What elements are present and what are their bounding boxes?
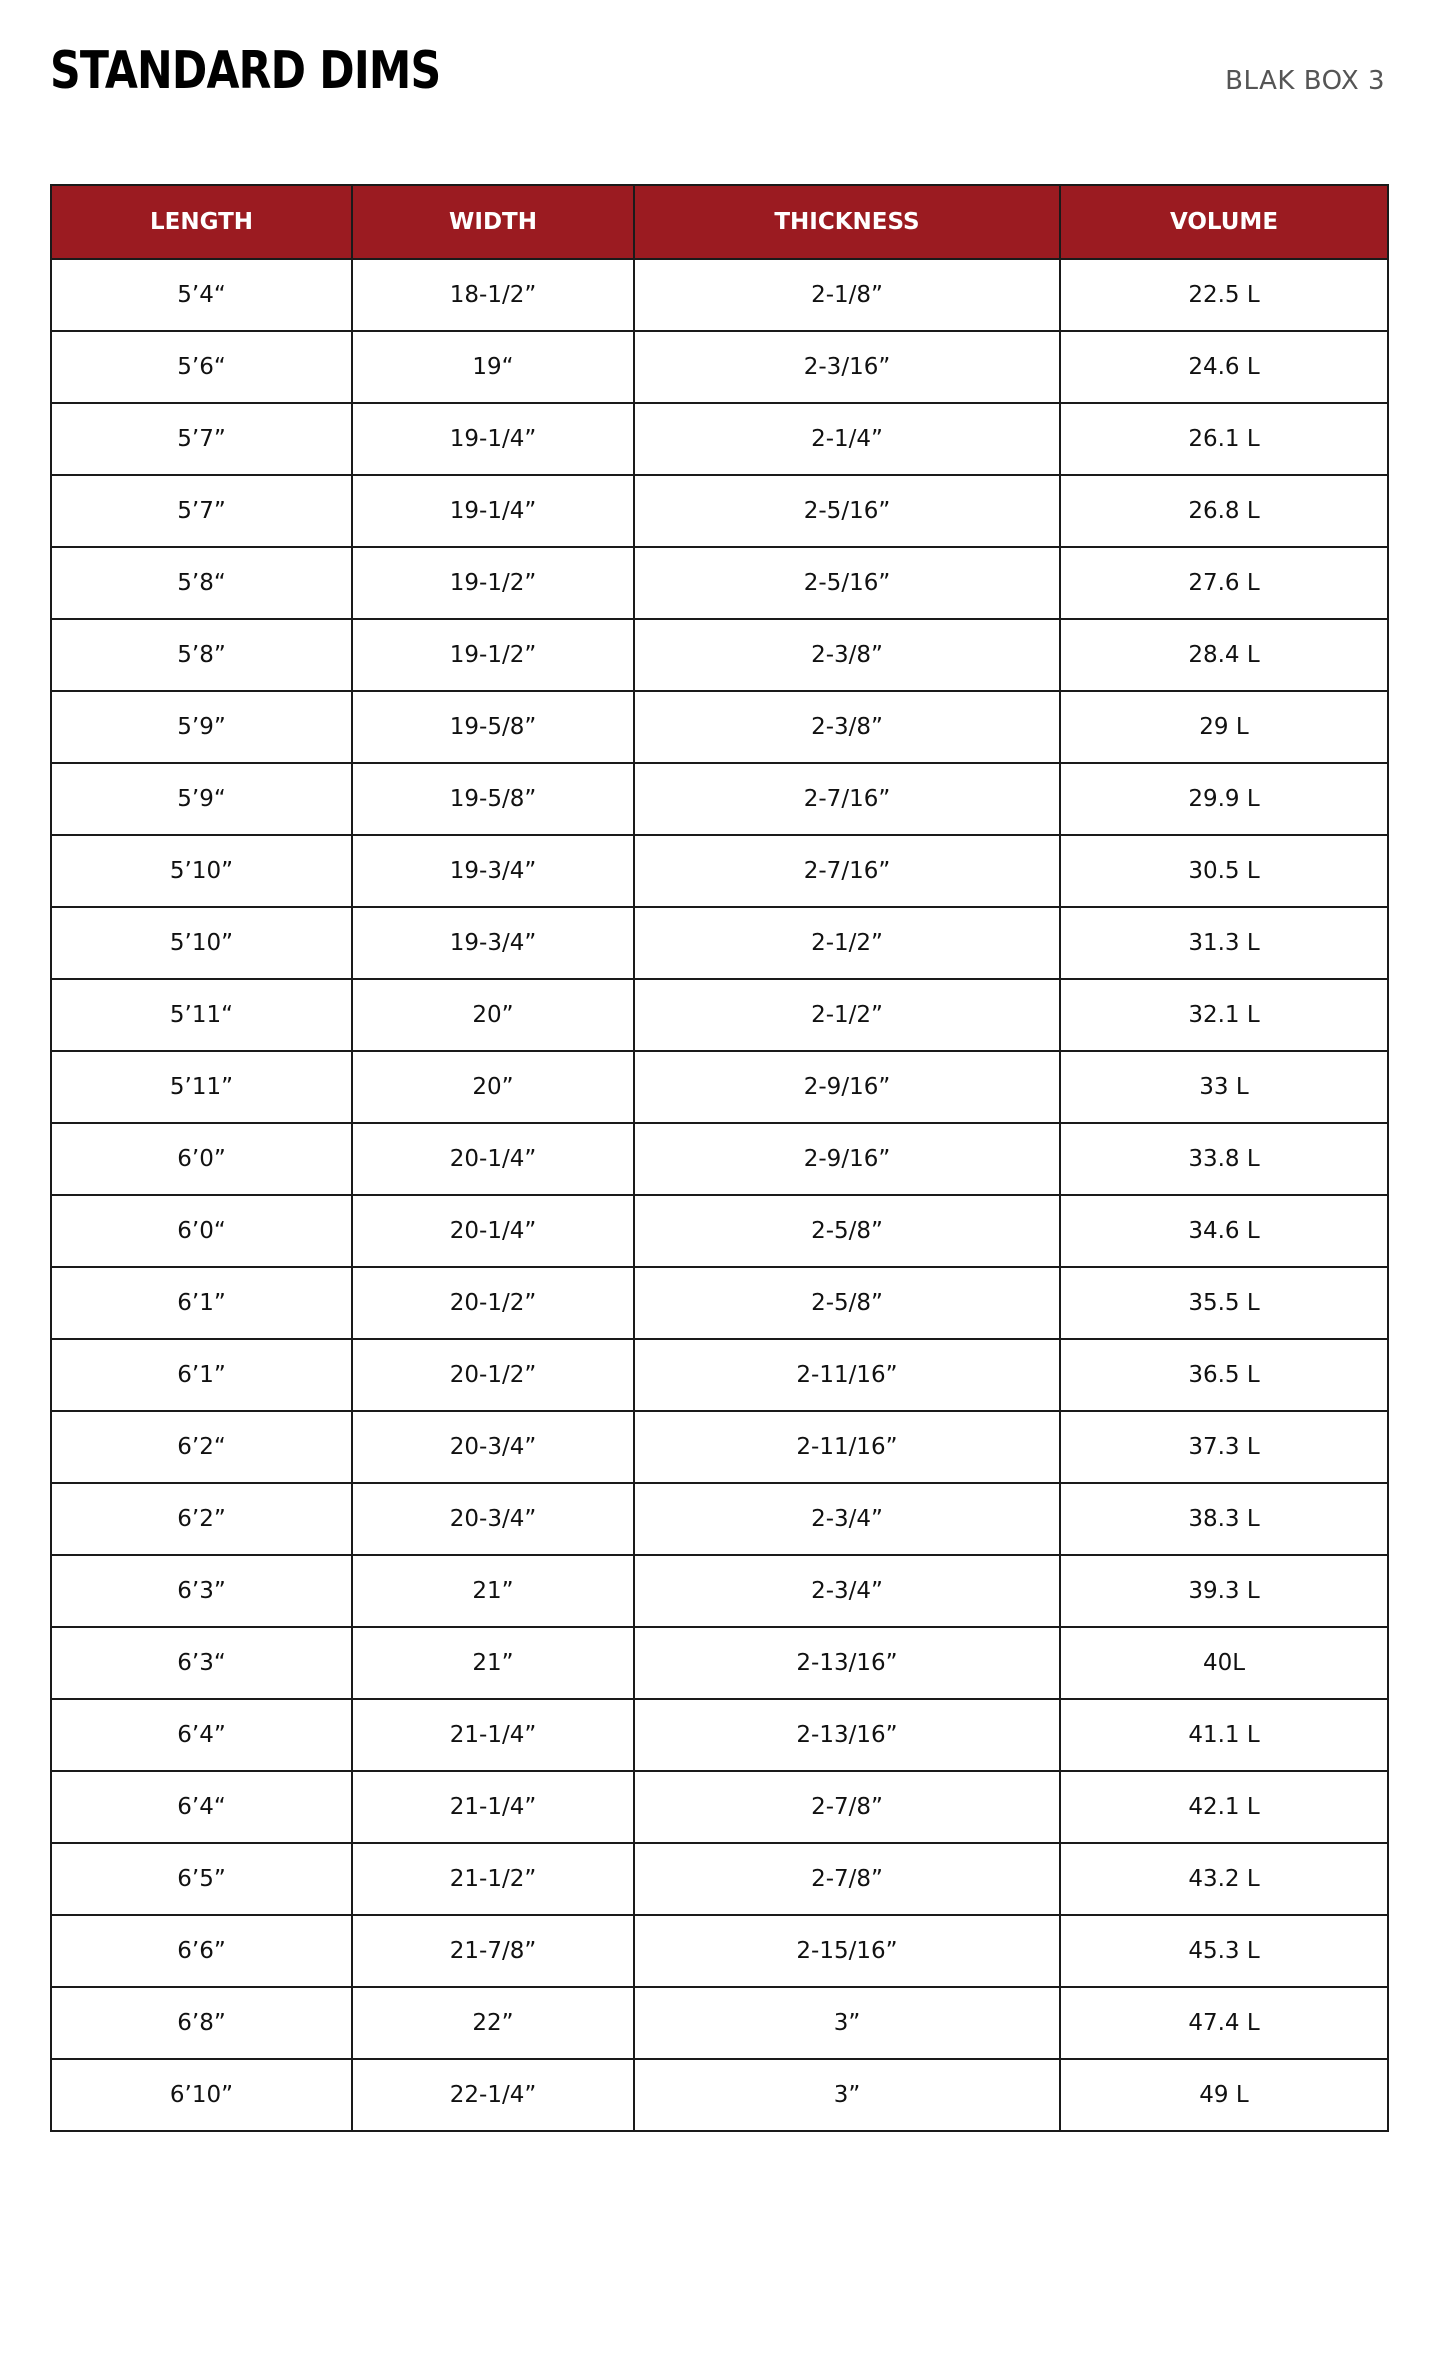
thickness-cell: 2-15/16” xyxy=(634,1915,1060,1987)
length-cell: 6’1” xyxy=(51,1267,352,1339)
thickness-cell: 2-7/16” xyxy=(634,835,1060,907)
model-name: BLAK BOX 3 xyxy=(1225,66,1385,96)
table-row xyxy=(51,475,1388,547)
width-cell: 21-1/4” xyxy=(352,1771,634,1843)
table-row xyxy=(51,1771,1388,1843)
width-cell: 21-1/4” xyxy=(352,1699,634,1771)
table-row xyxy=(51,1915,1388,1987)
table-row xyxy=(51,2059,1388,2131)
thickness-cell: 2-5/8” xyxy=(634,1267,1060,1339)
table-body xyxy=(51,259,1388,2131)
length-cell: 5’10” xyxy=(51,907,352,979)
width-cell: 20-1/2” xyxy=(352,1267,634,1339)
length-cell: 6’2” xyxy=(51,1483,352,1555)
table-row xyxy=(51,1483,1388,1555)
thickness-cell: 2-1/8” xyxy=(634,259,1060,331)
thickness-cell: 2-5/16” xyxy=(634,475,1060,547)
length-cell: 5’8” xyxy=(51,619,352,691)
width-cell: 20-1/4” xyxy=(352,1195,634,1267)
volume-cell: 37.3 L xyxy=(1060,1411,1388,1483)
thickness-cell: 2-7/16” xyxy=(634,763,1060,835)
volume-cell: 26.1 L xyxy=(1060,403,1388,475)
table-row xyxy=(51,1699,1388,1771)
width-cell: 19-1/2” xyxy=(352,547,634,619)
length-cell: 6’4“ xyxy=(51,1771,352,1843)
volume-cell: 27.6 L xyxy=(1060,547,1388,619)
width-cell: 20-3/4” xyxy=(352,1483,634,1555)
length-cell: 6’1” xyxy=(51,1339,352,1411)
table-row xyxy=(51,1555,1388,1627)
dims-table xyxy=(50,184,1389,2132)
table-row xyxy=(51,691,1388,763)
table-row xyxy=(51,907,1388,979)
width-cell: 22-1/4” xyxy=(352,2059,634,2131)
length-cell: 5’9“ xyxy=(51,763,352,835)
volume-cell: 39.3 L xyxy=(1060,1555,1388,1627)
thickness-cell: 2-9/16” xyxy=(634,1123,1060,1195)
width-cell: 19-3/4” xyxy=(352,907,634,979)
volume-cell: 29.9 L xyxy=(1060,763,1388,835)
length-cell: 5’8“ xyxy=(51,547,352,619)
thickness-cell: 2-3/4” xyxy=(634,1483,1060,1555)
volume-cell: 33 L xyxy=(1060,1051,1388,1123)
volume-cell: 33.8 L xyxy=(1060,1123,1388,1195)
width-cell: 20-1/4” xyxy=(352,1123,634,1195)
width-cell: 21-7/8” xyxy=(352,1915,634,1987)
thickness-cell: 2-3/8” xyxy=(634,619,1060,691)
table-row xyxy=(51,979,1388,1051)
width-cell: 19-3/4” xyxy=(352,835,634,907)
volume-cell: 43.2 L xyxy=(1060,1843,1388,1915)
width-cell: 19-5/8” xyxy=(352,691,634,763)
thickness-cell: 3” xyxy=(634,2059,1060,2131)
width-cell: 20-1/2” xyxy=(352,1339,634,1411)
length-cell: 6’6” xyxy=(51,1915,352,1987)
length-cell: 6’5” xyxy=(51,1843,352,1915)
thickness-cell: 2-5/8” xyxy=(634,1195,1060,1267)
length-cell: 5’9” xyxy=(51,691,352,763)
table-row xyxy=(51,1123,1388,1195)
table-row xyxy=(51,1627,1388,1699)
thickness-cell: 2-11/16” xyxy=(634,1339,1060,1411)
width-cell: 20-3/4” xyxy=(352,1411,634,1483)
volume-cell: 34.6 L xyxy=(1060,1195,1388,1267)
table-row xyxy=(51,1411,1388,1483)
thickness-cell: 2-13/16” xyxy=(634,1627,1060,1699)
table-row xyxy=(51,259,1388,331)
width-cell: 21” xyxy=(352,1555,634,1627)
length-cell: 5’11” xyxy=(51,1051,352,1123)
thickness-cell: 2-7/8” xyxy=(634,1843,1060,1915)
column-header-length: LENGTH xyxy=(51,185,352,259)
length-cell: 6’0“ xyxy=(51,1195,352,1267)
length-cell: 6’4” xyxy=(51,1699,352,1771)
volume-cell: 31.3 L xyxy=(1060,907,1388,979)
table-row xyxy=(51,1339,1388,1411)
volume-cell: 28.4 L xyxy=(1060,619,1388,691)
thickness-cell: 2-11/16” xyxy=(634,1411,1060,1483)
length-cell: 6’8” xyxy=(51,1987,352,2059)
length-cell: 5’7” xyxy=(51,475,352,547)
length-cell: 5’11“ xyxy=(51,979,352,1051)
volume-cell: 40L xyxy=(1060,1627,1388,1699)
thickness-cell: 2-1/2” xyxy=(634,979,1060,1051)
width-cell: 19-1/2” xyxy=(352,619,634,691)
width-cell: 18-1/2” xyxy=(352,259,634,331)
thickness-cell: 2-1/2” xyxy=(634,907,1060,979)
length-cell: 5’6“ xyxy=(51,331,352,403)
width-cell: 22” xyxy=(352,1987,634,2059)
volume-cell: 41.1 L xyxy=(1060,1699,1388,1771)
width-cell: 21-1/2” xyxy=(352,1843,634,1915)
width-cell: 19“ xyxy=(352,331,634,403)
volume-cell: 24.6 L xyxy=(1060,331,1388,403)
volume-cell: 49 L xyxy=(1060,2059,1388,2131)
thickness-cell: 2-3/16” xyxy=(634,331,1060,403)
table-row xyxy=(51,1987,1388,2059)
width-cell: 20” xyxy=(352,979,634,1051)
width-cell: 21” xyxy=(352,1627,634,1699)
column-header-thickness: THICKNESS xyxy=(634,185,1060,259)
thickness-cell: 2-5/16” xyxy=(634,547,1060,619)
volume-cell: 29 L xyxy=(1060,691,1388,763)
thickness-cell: 2-9/16” xyxy=(634,1051,1060,1123)
length-cell: 5’7” xyxy=(51,403,352,475)
thickness-cell: 3” xyxy=(634,1987,1060,2059)
thickness-cell: 2-3/8” xyxy=(634,691,1060,763)
volume-cell: 36.5 L xyxy=(1060,1339,1388,1411)
table-row xyxy=(51,619,1388,691)
thickness-cell: 2-13/16” xyxy=(634,1699,1060,1771)
column-header-volume: VOLUME xyxy=(1060,185,1388,259)
volume-cell: 47.4 L xyxy=(1060,1987,1388,2059)
table-header-row xyxy=(51,185,1388,259)
width-cell: 19-5/8” xyxy=(352,763,634,835)
width-cell: 19-1/4” xyxy=(352,403,634,475)
thickness-cell: 2-1/4” xyxy=(634,403,1060,475)
volume-cell: 22.5 L xyxy=(1060,259,1388,331)
table-row xyxy=(51,1267,1388,1339)
table-row xyxy=(51,1843,1388,1915)
table-row xyxy=(51,547,1388,619)
table-row xyxy=(51,835,1388,907)
width-cell: 20” xyxy=(352,1051,634,1123)
thickness-cell: 2-3/4” xyxy=(634,1555,1060,1627)
column-header-width: WIDTH xyxy=(352,185,634,259)
volume-cell: 30.5 L xyxy=(1060,835,1388,907)
length-cell: 5’4“ xyxy=(51,259,352,331)
width-cell: 19-1/4” xyxy=(352,475,634,547)
table-row xyxy=(51,1195,1388,1267)
length-cell: 6’0” xyxy=(51,1123,352,1195)
length-cell: 6’3” xyxy=(51,1555,352,1627)
volume-cell: 45.3 L xyxy=(1060,1915,1388,1987)
volume-cell: 42.1 L xyxy=(1060,1771,1388,1843)
volume-cell: 26.8 L xyxy=(1060,475,1388,547)
table-row xyxy=(51,763,1388,835)
table-row xyxy=(51,331,1388,403)
table-row xyxy=(51,403,1388,475)
volume-cell: 38.3 L xyxy=(1060,1483,1388,1555)
length-cell: 5’10” xyxy=(51,835,352,907)
table-row xyxy=(51,1051,1388,1123)
length-cell: 6’3“ xyxy=(51,1627,352,1699)
volume-cell: 32.1 L xyxy=(1060,979,1388,1051)
volume-cell: 35.5 L xyxy=(1060,1267,1388,1339)
length-cell: 6’10” xyxy=(51,2059,352,2131)
length-cell: 6’2“ xyxy=(51,1411,352,1483)
page-title: STANDARD DIMS xyxy=(50,41,441,101)
thickness-cell: 2-7/8” xyxy=(634,1771,1060,1843)
